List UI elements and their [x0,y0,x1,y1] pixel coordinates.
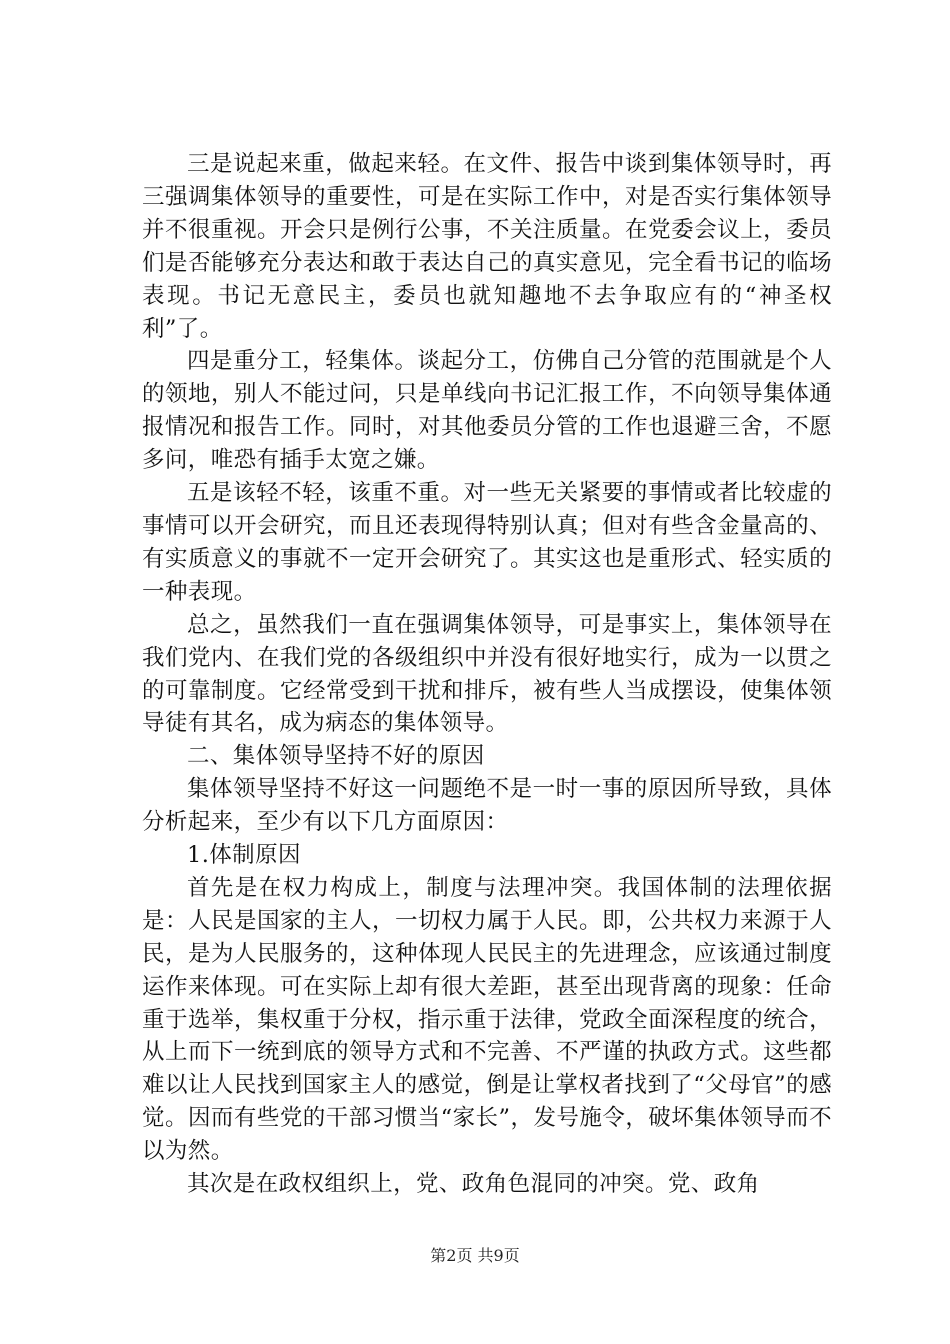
document-body [142,148,832,1201]
paragraph-4: 总之，虽然我们一直在强调集体领导，可是事实上，集体领导在我们党内、在我们党的各级组织中并没有很好地实行，成为一以贯之的可靠制度。它经常受到干扰和排斥，被有些人当成摆设，使集体领导徒有其名，成为病态的集体领导。 [142,611,832,737]
page-footer: 第2页 共9页 [430,1246,520,1265]
paragraph-1: 三是说起来重，做起来轻。在文件、报告中谈到集体领导时，再三强调集体领导的重要性，可是在实际工作中，对是否实行集体领导并不很重视。开会只是例行公事，不关注质量。在党委会议上，委员们是否能够充分表达和敢于表达自己的真实意见，完全看书记的临场表现。书记无意民主，委员也就知趣地不去争取应有的“神圣权利”了。 [142,151,832,342]
paragraph-2: 四是重分工，轻集体。谈起分工，仿佛自己分管的范围就是个人的领地，别人不能过问，只是单线向书记汇报工作，不向领导集体通报情况和报告工作。同时，对其他委员分管的工作也退避三舍，不愿多问，唯恐有插手太宽之嫌。 [142,348,832,474]
paragraph-6: 首先是在权力构成上，制度与法理冲突。我国体制的法理依据是：人民是国家的主人，一切权力属于人民。即，公共权力来源于人民，是为人民服务的，这种体现人民民主的先进理念，应该通过制度运作来体现。可在实际上却有很大差距，甚至出现背离的现象：任命重于选举，集权重于分权，指示重于法律，党政全面深程度的统合，从上而下一统到底的领导方式和不完善、不严谨的执政方式。这些都难以让人民找到国家主人的感觉，倒是让掌权者找到了“父母官”的感觉。因而有些党的干部习惯当“家长”，发号施令，破坏集体领导而不以为然。 [142,874,832,1165]
paragraph-3: 五是该轻不轻，该重不重。对一些无关紧要的事情或者比较虚的事情可以开会研究，而且还表现得特别认真；但对有些含金量高的、有实质意义的事就不一定开会研究了。其实这也是重形式、轻实质的一种表现。 [142,480,832,605]
section-heading: 二、集体领导坚持不好的原因 [187,743,485,770]
paragraph-5: 集体领导坚持不好这一问题绝不是一时一事的原因所导致，具体分析起来，至少有以下几方面原因： [142,776,832,836]
paragraph-7: 其次是在政权组织上，党、政角色混同的冲突。党、政角 [187,1171,760,1198]
subsection-heading: 1.体制原因 [187,842,301,869]
